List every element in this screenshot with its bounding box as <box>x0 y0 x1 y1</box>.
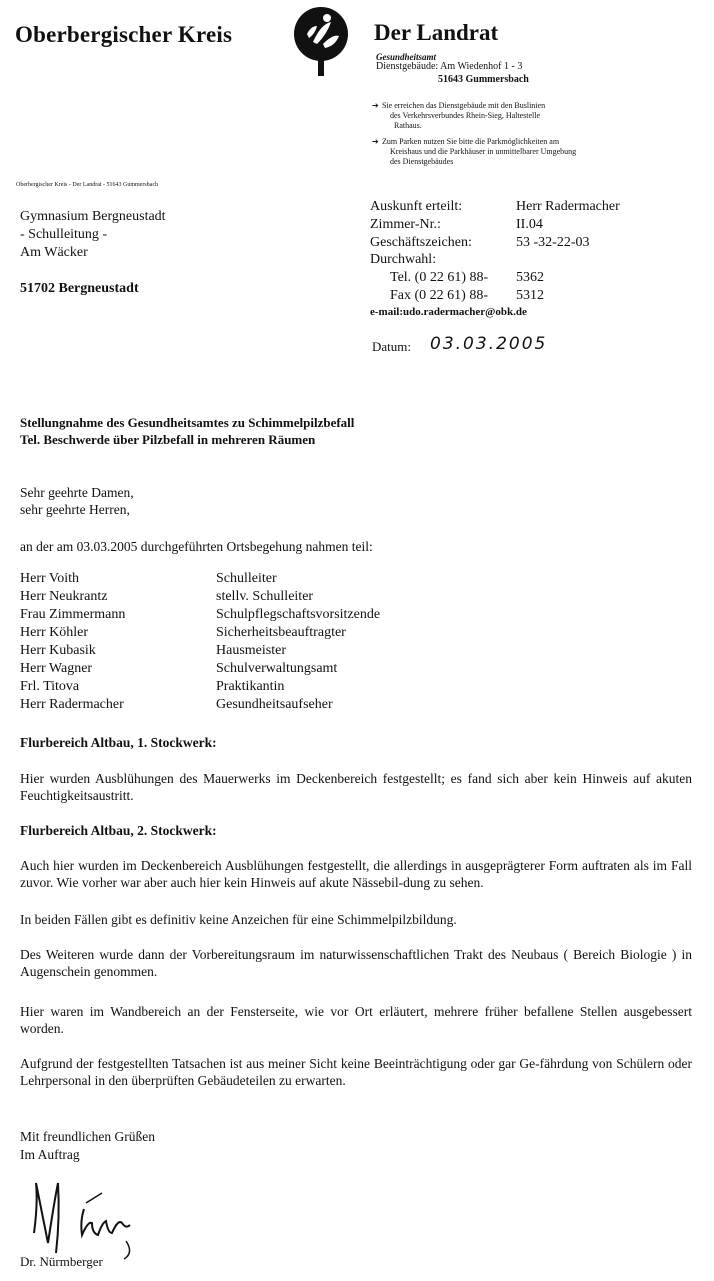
closing-by-order: Im Auftrag <box>20 1147 80 1162</box>
datum-value: 03.03.2005 <box>430 334 548 354</box>
paragraph-1: Hier wurden Ausblühungen des Mauerwerks im Deckenbereich festgestellt; es fand sich aber kein Hinweis auf akuten Feuchtigkeitsaustritt. <box>20 771 692 803</box>
attendee-role: Hausmeister <box>216 643 286 658</box>
attendee-name: Herr Kubasik <box>20 643 96 658</box>
section-heading-2: Flurbereich Altbau, 2. Stockwerk: <box>20 823 217 838</box>
zimmer-value: II.04 <box>516 217 543 232</box>
sender-line: Oberbergischer Kreis - Der Landrat - 51643 Gummersbach <box>16 182 159 188</box>
attendee-name: Herr Köhler <box>20 625 89 640</box>
attendee-role: Schulverwaltungsamt <box>216 661 338 676</box>
recipient-line-3: Am Wäcker <box>20 245 88 260</box>
zeichen-label: Geschäftszeichen: <box>370 235 472 250</box>
bus-note: ➔ Sie erreichen das Dienstgebäude mit den Buslinien des Verkehrsverbundes Rhein-Sieg, Haltestelle Rathaus. <box>372 101 546 130</box>
section-heading-1: Flurbereich Altbau, 1. Stockwerk: <box>20 735 217 750</box>
paragraph-4: Des Weiteren wurde dann der Vorbereitungsraum im naturwissenschaftlichen Trakt des Neubaus ( Bereich Biologie ) in Augenschein genommen. <box>20 947 692 979</box>
auskunft-label: Auskunft erteilt: <box>370 199 463 214</box>
arrow-icon: ➔ <box>372 101 379 110</box>
tel-label: Tel. (0 22 61) 88- <box>390 270 489 285</box>
datum-label: Datum: <box>372 339 411 354</box>
recipient-line-2: - Schulleitung - <box>20 227 108 242</box>
attendee-name: Herr Radermacher <box>20 697 124 712</box>
signature-icon <box>26 1163 136 1263</box>
attendee-role: Praktikantin <box>216 679 285 694</box>
attendee-name: Frl. Titova <box>20 679 80 694</box>
attendee-role: Schulpflegschaftsvorsitzende <box>216 607 381 622</box>
paragraph-3: In beiden Fällen gibt es definitiv keine Anzeichen für eine Schimmelpilzbildung. <box>20 912 457 927</box>
fax-value: 5312 <box>516 288 544 303</box>
letter-title: Der Landrat <box>374 20 499 45</box>
subject-line-1: Stellungnahme des Gesundheitsamtes zu Schimmelpilzbefall <box>20 415 355 430</box>
recipient-line-1: Gymnasium Bergneustadt <box>20 209 166 224</box>
arrow-icon: ➔ <box>372 137 379 146</box>
paragraph-6: Aufgrund der festgestellten Tatsachen ist aus meiner Sicht keine Beeinträchtigung oder gar Ge-fährdung von Schülern oder Lehrpersonal in den überprüften Gebäudeteilen zu erwarten. <box>20 1056 692 1088</box>
closing-greeting: Mit freundlichen Grüßen <box>20 1129 155 1144</box>
fax-label: Fax (0 22 61) 88- <box>390 288 488 303</box>
attendee-role: Sicherheitsbeauftragter <box>216 625 346 640</box>
attendee-name: Herr Neukrantz <box>20 589 108 604</box>
address-line-1: Dienstgebäude: Am Wiedenhof 1 - 3 <box>376 61 523 72</box>
paragraph-5: Hier waren im Wandbereich an der Fensterseite, wie vor Ort erläutert, mehrere früher befallene Stellen ausgebessert worden. <box>20 1004 692 1036</box>
tel-value: 5362 <box>516 270 544 285</box>
attendee-name: Herr Wagner <box>20 661 93 676</box>
address-line-2: 51643 Gummersbach <box>438 74 529 85</box>
paragraph-2: Auch hier wurden im Deckenbereich Ausblühungen festgestellt, die allerdings in ausgeprägterer Form auftraten als im Fall zuvor. Wie vorher war aber auch hier kein Hinweis auf akute Nässebil-dung zu sehen. <box>20 858 692 890</box>
auskunft-value: Herr Radermacher <box>516 199 620 214</box>
district-logo-icon <box>287 4 355 78</box>
subject-line-2: Tel. Beschwerde über Pilzbefall in mehreren Räumen <box>20 432 316 447</box>
zimmer-label: Zimmer-Nr.: <box>370 217 441 232</box>
attendee-name: Herr Voith <box>20 571 79 586</box>
intro-text: an der am 03.03.2005 durchgeführten Ortsbegehung nahmen teil: <box>20 539 373 554</box>
salutation-2: sehr geehrte Herren, <box>20 502 130 517</box>
attendee-name: Frau Zimmermann <box>20 607 126 622</box>
signer-name: Dr. Nürmberger <box>20 1254 103 1269</box>
attendee-role: Gesundheitsaufseher <box>216 697 333 712</box>
durchwahl-label: Durchwahl: <box>370 252 437 267</box>
attendee-role: stellv. Schulleiter <box>216 589 314 604</box>
attendee-role: Schulleiter <box>216 571 277 586</box>
org-name: Oberbergischer Kreis <box>15 22 233 47</box>
department: Gesundheitsamt <box>376 52 437 62</box>
email: e-mail:udo.radermacher@obk.de <box>370 306 527 318</box>
zeichen-value: 53 -32-22-03 <box>516 235 590 250</box>
parking-note: ➔ Zum Parken nutzen Sie bitte die Parkmöglichkeiten am Kreishaus und die Parkhäuser in unmittelbarer Umgebung des Dienstgebäudes <box>372 137 577 166</box>
recipient-city: 51702 Bergneustadt <box>20 281 139 296</box>
salutation-1: Sehr geehrte Damen, <box>20 485 134 500</box>
